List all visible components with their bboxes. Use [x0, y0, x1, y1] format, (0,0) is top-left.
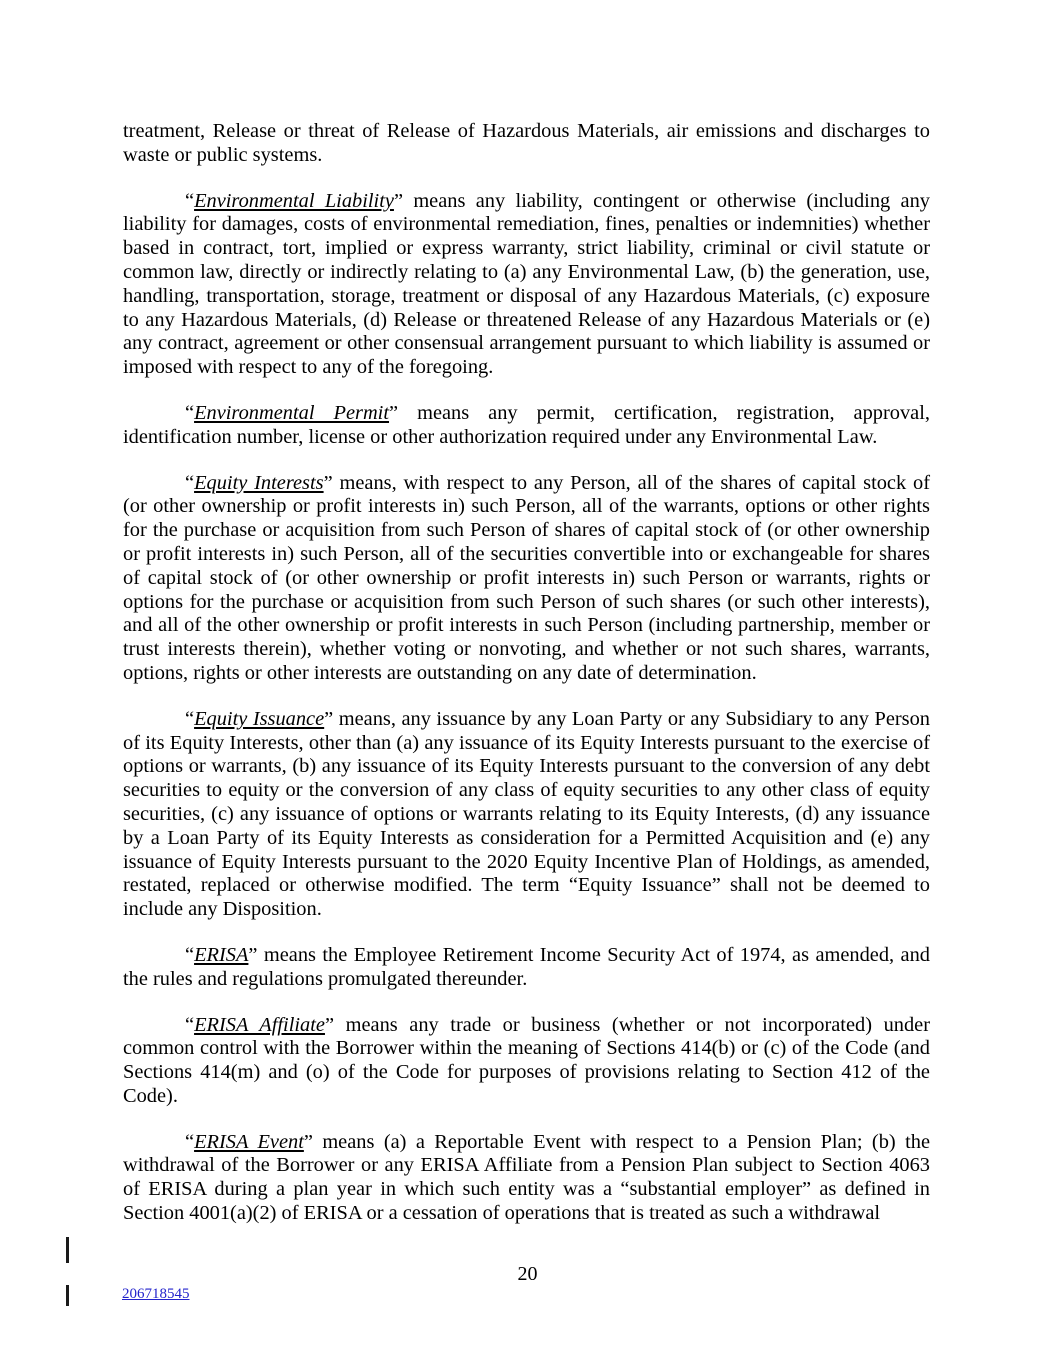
definition-equity-interests: [123, 472, 930, 686]
open-quote: “: [185, 471, 195, 494]
revision-change-bar: [66, 1237, 69, 1263]
open-quote: “: [185, 707, 195, 730]
definition-erisa-event: [123, 1131, 930, 1226]
defined-term: Equity Issuance: [194, 707, 325, 730]
open-quote: “: [185, 189, 195, 212]
definition-text: ” means, any issuance by any Loan Party or any Subsidiary to any Person of its Equity Interests, other than (a) any issuance of its Equity Interests pursuant to the exercise of options or warrants, (b) any issuance of its Equity Interests pursuant to the conversion of any debt securities to equity or the conversion of any class of equity securities to any other class of equity securities, (c) any issuance of options or warrants relating to its Equity Interests, (d) any issuance by a Loan Party of its Equity Interests as consideration for a Permitted Acquisition and (e) any issuance of Equity Interests pursuant to the 2020 Equity Incentive Plan of Holdings, as amended, restated, replaced or otherwise modified. The term “Equity Issuance” shall not be deemed to include any Disposition.: [123, 707, 931, 921]
open-quote: “: [185, 943, 195, 966]
definition-environmental-liability: [123, 190, 930, 380]
definition-text: ” means any trade or business (whether or not incorporated) under common control with the Borrower within the meaning of Sections 414(b) or (c) of the Code (and Sections 414(m) and (o) of the Code for purposes of provisions relating to Section 412 of the Code).: [123, 1013, 931, 1107]
defined-term: ERISA Event: [194, 1130, 304, 1153]
paragraph-continuation: [123, 120, 930, 168]
definition-text: ” means any permit, certification, registration, approval, identification number, license or other authorization required under any Environmental Law.: [123, 401, 930, 448]
page-number: 20: [517, 1263, 538, 1285]
defined-term: ERISA: [194, 943, 249, 966]
revision-change-bar: [66, 1285, 69, 1306]
defined-term: ERISA Affiliate: [194, 1013, 325, 1036]
paragraph-text: treatment, Release or threat of Release of Hazardous Materials, air emissions and discharges to waste or public systems.: [123, 120, 930, 166]
definition-equity-issuance: [123, 708, 930, 922]
definition-erisa: [123, 944, 930, 992]
document-id-link[interactable]: 206718545: [122, 1286, 190, 1302]
open-quote: “: [185, 401, 195, 424]
definition-text: ” means (a) a Reportable Event with respect to a Pension Plan; (b) the withdrawal of the Borrower or any ERISA Affiliate from a Pension Plan subject to Section 4063 of ERISA during a plan year in which such entity was a “substantial employer” as defined in Section 4001(a)(2) of ERISA or a cessation of operations that is treated as such a withdrawal: [123, 1130, 930, 1225]
defined-term: Equity Interests: [194, 471, 324, 494]
definition-text: ” means any liability, contingent or otherwise (including any liability for damages, costs of environmental remediation, fines, penalties or indemnities) whether based in contract, tort, implied or express warranty, strict liability, criminal or civil statute or common law, directly or indirectly relating to (a) any Environmental Law, (b) the generation, use, handling, transportation, storage, treatment or disposal of any Hazardous Materials, (c) exposure to any Hazardous Materials, (d) Release or threatened Release of any Hazardous Materials or (e) any contract, agreement or other consensual arrangement pursuant to which liability is assumed or imposed with respect to any of the foregoing.: [123, 189, 930, 379]
open-quote: “: [185, 1130, 195, 1153]
document-body: [123, 120, 930, 1248]
defined-term: Environmental Liability: [194, 189, 394, 212]
definition-text: ” means, with respect to any Person, all of the shares of capital stock of (or other ownership or profit interests in) such Person, all of the warrants, options or other rights for the purchase or acquisition from such Person of shares of capital stock of (or other ownership or profit interests in) such Person, all of the securities convertible into or exchangeable for shares of capital stock of (or other ownership or profit interests in) such Person or warrants, rights or options for the purchase or acquisition from such Person of such shares (or such other interests), and all of the other ownership or profit interests in such Person (including partnership, member or trust interests therein), whether voting or nonvoting, and whether or not such shares, warrants, options, rights or other interests are outstanding on any date of determination.: [123, 471, 930, 684]
definition-text: ” means the Employee Retirement Income Security Act of 1974, as amended, and the rules and regulations promulgated thereunder.: [123, 943, 930, 990]
definition-erisa-affiliate: [123, 1014, 930, 1109]
open-quote: “: [185, 1013, 195, 1036]
definition-environmental-permit: [123, 402, 930, 450]
defined-term: Environmental Permit: [194, 401, 390, 424]
